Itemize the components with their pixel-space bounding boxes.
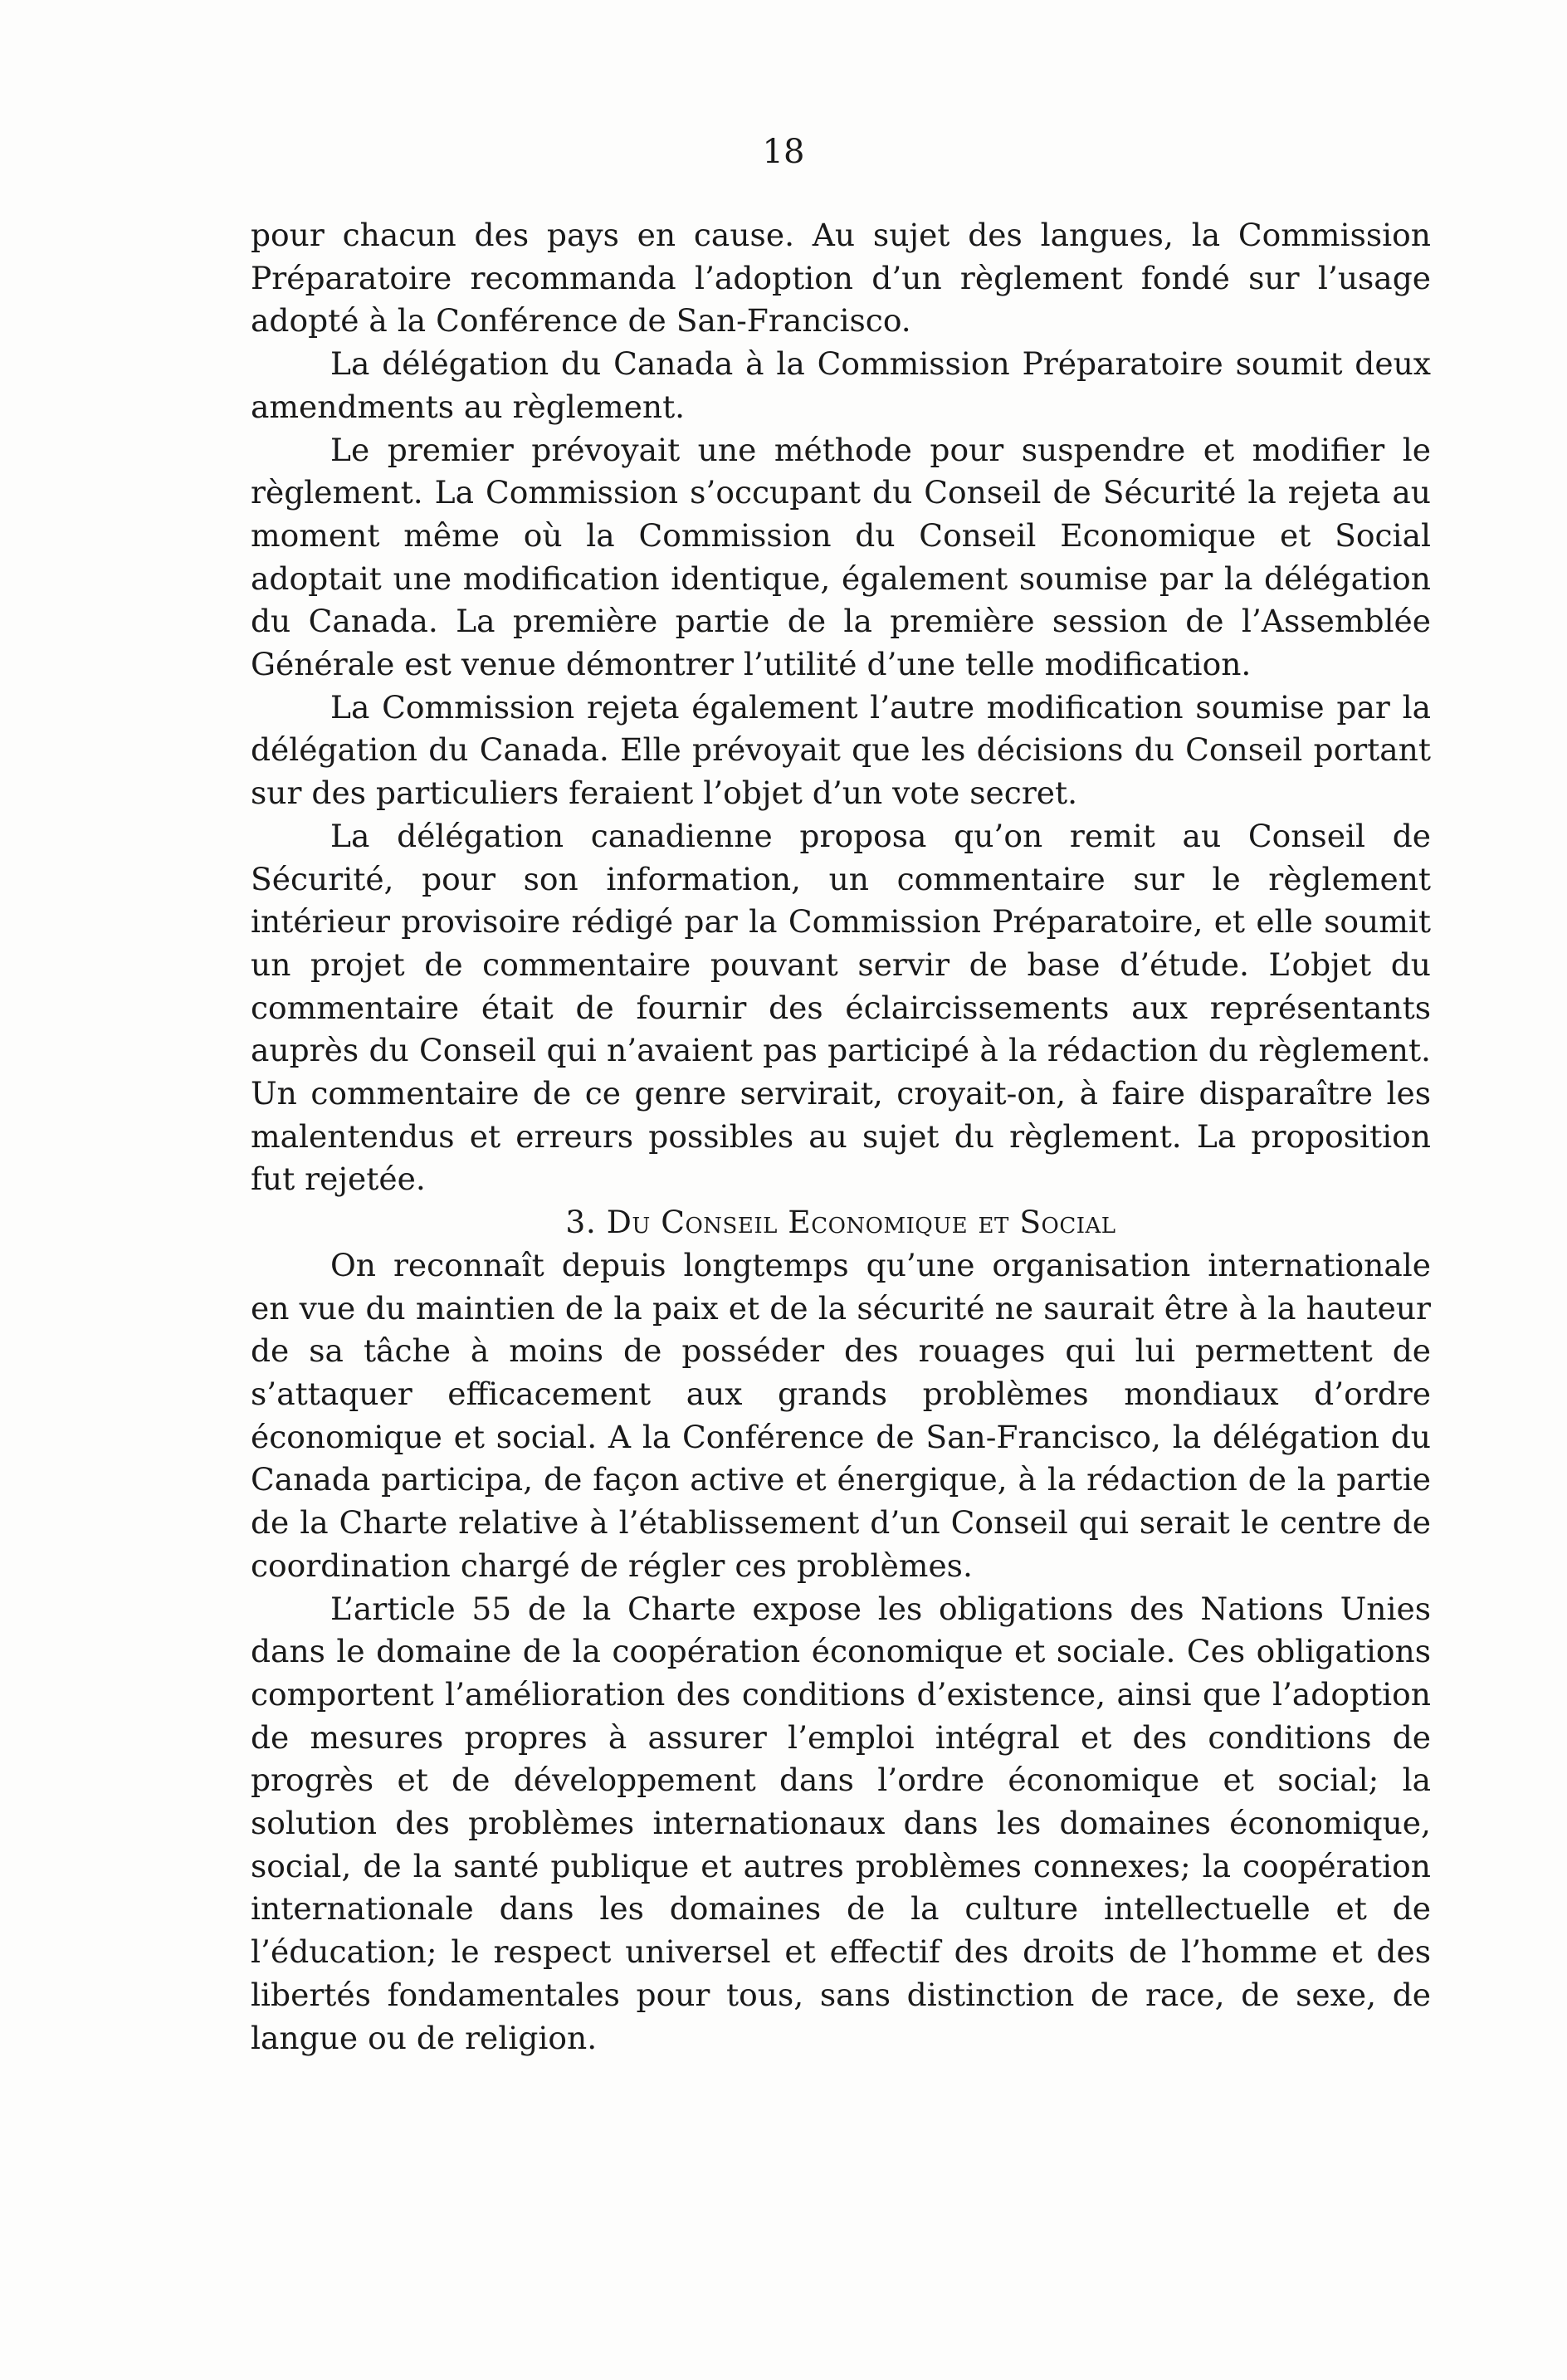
paragraph: Le premier prévoyait une méthode pour suspendre et modifier le règlement. La Commission s’occupant du Conseil de Sécurité la rejeta au moment même où la Commission du Conseil Economique et Social adoptait une modification identique, également soumise par la délégation du Canada. La première partie de la première session de l’Assemblée Générale est venue démontrer l’utilité d’une telle modification. (251, 431, 1431, 683)
page-number: 18 (762, 133, 805, 171)
section-heading: 3. Du Conseil Economique et Social (565, 1204, 1116, 1241)
paragraph-continued: pour chacun des pays en cause. Au sujet des langues, la Commission Préparatoire recommanda l’adoption d’un règlement fondé sur l’usage adopté à la Conférence de San-Francisco. (251, 217, 1431, 340)
body-text (251, 214, 1431, 2060)
paragraph: La délégation canadienne proposa qu’on remit au Conseil de Sécurité, pour son information, un commentaire sur le règlement intérieur provisoire rédigé par la Commission Préparatoire, et elle soumit un projet de commentaire pouvant servir de base d’étude. L’objet du commentaire était de fournir des éclaircissements aux représentants auprès du Conseil qui n’avaient pas participé à la rédaction du règlement. Un commentaire de ce genre servirait, croyait-on, à faire disparaître les malentendus et erreurs possibles au sujet du règlement. La proposition fut rejetée. (251, 817, 1431, 1198)
paragraph: On reconnaît depuis longtemps qu’une organisation internationale en vue du maintien de la paix et de la sécurité ne saurait être à la hauteur de sa tâche à moins de posséder des rouages qui lui permettent de s’attaquer efficacement aux grands problèmes mondiaux d’ordre économique et social. A la Conférence de San-Francisco, la délégation du Canada participa, de façon active et énergique, à la rédaction de la partie de la Charte relative à l’établissement d’un Conseil qui serait le centre de coordination chargé de régler ces problèmes. (251, 1246, 1431, 1584)
paragraph: La Commission rejeta également l’autre modification soumise par la délégation du Canada. Elle prévoyait que les décisions du Conseil portant sur des particuliers feraient l’objet d’un vote secret. (251, 688, 1431, 812)
paragraph: La délégation du Canada à la Commission Préparatoire soumit deux amendments au règlement. (251, 345, 1431, 425)
paragraph: L’article 55 de la Charte expose les obligations des Nations Unies dans le domaine de la coopération économique et sociale. Ces obligations comportent l’amélioration des conditions d’existence, ainsi que l’adoption de mesures propres à assurer l’emploi intégral et des conditions de progrès et de développement dans l’ordre économique et social; la solution des problèmes internationaux dans les domaines économique, social, de la santé publique et autres problèmes connexes; la coopération internationale dans les domaines de la culture intellectuelle et de l’éducation; le respect universel et effectif des droits de l’homme et des libertés fondamentales pour tous, sans distinction de race, de sexe, de langue ou de religion. (251, 1590, 1431, 2056)
